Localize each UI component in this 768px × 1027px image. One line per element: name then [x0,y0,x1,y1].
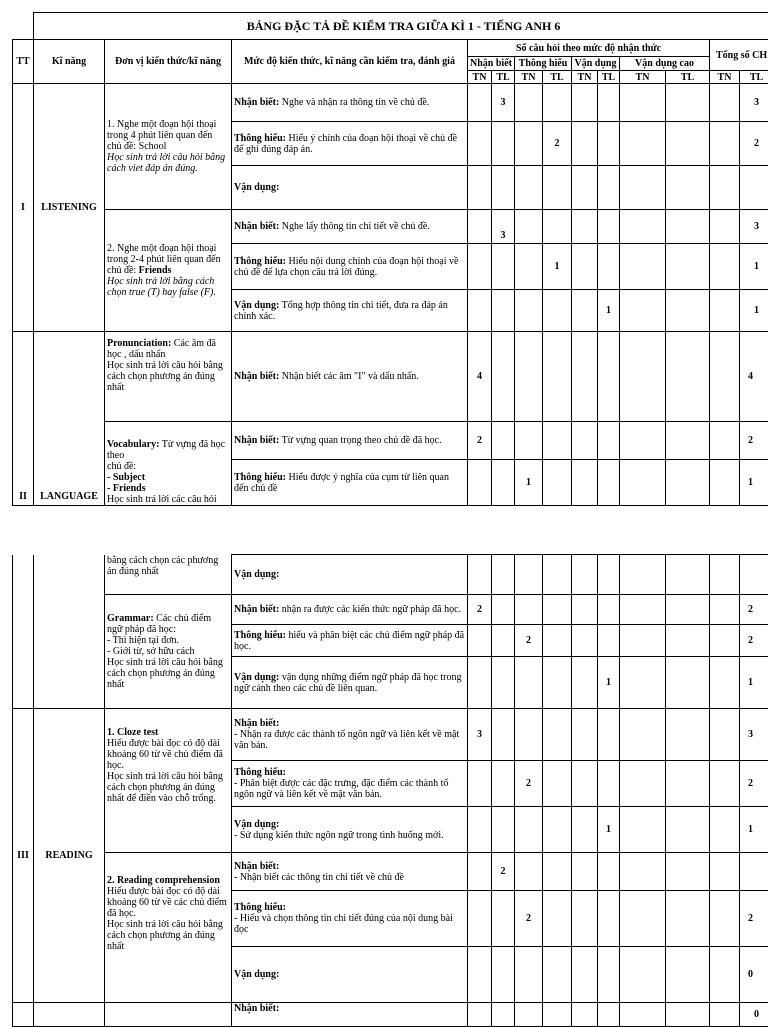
table-row [13,853,768,891]
header-tl: TL [543,71,572,84]
unit-cell: 1. Cloze test Hiểu được bài đọc có độ dài khoảng 60 từ về chủ điểm đã học. Học sinh trả lời câu hỏi bằng cách chọn phương án đúng nhất để điền vào chỗ trống. [105,709,232,853]
count: 2 [515,625,543,657]
total-count: 1 [740,807,768,853]
page-break [0,514,768,554]
section-name: LANGUAGE [34,332,105,506]
section-number: III [13,709,34,1003]
level-cell: Vận dụng: [232,947,468,1003]
table-row [13,422,768,460]
count: 1 [598,807,620,853]
level-cell: Nhận biết: nhận ra được các kiến thức ngữ pháp đã học. [232,595,468,625]
header-tl: TL [492,71,515,84]
level-cell: Nhận biết: Nhận biết các âm "I" và dấu nhấn. [232,332,468,422]
count: 3 [468,709,492,761]
level-cell: Vận dụng: [232,555,468,595]
level-cell: Nhận biết: - Nhận ra được các thành tố ngôn ngữ và liên kết về mặt văn bản. [232,709,468,761]
table-row [13,332,768,422]
count: 2 [468,422,492,460]
level-cell: Thông hiểu: - Phân biệt được các đặc trưng, đặc điểm các thành tố ngôn ngữ và liên kết về mặt văn bản. [232,761,468,807]
total-count: 1 [740,657,768,709]
unit-note: Học sinh trả lời câu hỏi bằng cách viet đáp án đúng. [107,152,225,174]
total-count: 3 [740,709,768,761]
count: 1 [515,460,543,506]
total-count: 1 [740,244,768,290]
level-cell: Nhận biết: Nghe lấy thông tin chi tiết về chủ đề. [232,210,468,244]
total-count: 2 [740,761,768,807]
level-cell: Vận dụng: vận dụng những điểm ngữ pháp đã học trong ngữ cảnh theo các chủ đề liên quan. [232,657,468,709]
level-cell: Thông hiểu: hiểu và phân biệt các chủ điểm ngữ pháp đã học. [232,625,468,657]
spec-table-page-2 [12,554,768,1027]
header-tn: TN [468,71,492,84]
count: 3 [492,210,515,244]
table-row [13,555,768,595]
total-count: 3 [740,210,768,244]
table-row [13,210,768,244]
header-vdc: Vận dụng cao [620,57,710,71]
unit-cell: Pronunciation: Các âm đã học , dấu nhấn Học sinh trả lời câu hỏi bằng cách chọn phương án đúng nhất [105,332,232,422]
level-cell: Thông hiểu: - Hiểu và chọn thông tin chi tiết đúng của nội dung bài đọc [232,891,468,947]
unit-cell: 2. Nghe một đoạn hội thoại trong 2-4 phút liên quan đến chủ đề: Friends Học sinh trả lời bằng cách chọn true (T) hay false (F). [105,210,232,332]
header-tn: TN [572,71,598,84]
section-name: READING [34,709,105,1003]
header-tl: TL [740,71,768,84]
level-cell: Nhận biết: Từ vựng quan trọng theo chủ đề đã học. [232,422,468,460]
total-count: 2 [740,595,768,625]
table-row [13,709,768,761]
header-tn: TN [620,71,666,84]
level-cell: Thông hiểu: Hiểu nội dung chính của đoạn hội thoại về chủ đề để lựa chọn câu trả lời đúng. [232,244,468,290]
total-count: 2 [740,625,768,657]
header-level: Mức độ kiến thức, kĩ năng cần kiểm tra, đánh giá [232,40,468,84]
count: 2 [515,761,543,807]
count: 2 [468,595,492,625]
unit-cell: Vocabulary: Từ vựng đã học theo chủ đề: - Subject - Friends Học sinh trả lời các câu hỏi [105,422,232,506]
section-name: LISTENING [34,84,105,332]
unit-cell: bằng cách chọn các phương án đúng nhất [105,555,232,595]
header-tl: TL [666,71,710,84]
table-row [13,84,768,122]
level-cell: Nhận biết: [232,1003,468,1027]
count: 2 [515,891,543,947]
header-skill: Kĩ năng [34,40,105,84]
total-count: 0 [740,1003,768,1027]
spec-table-page-1 [12,12,768,506]
total-count: 0 [740,947,768,1003]
section-number: II [13,332,34,506]
header-group: Số câu hỏi theo mức độ nhận thức [468,40,710,57]
unit-cell [105,84,232,210]
table-row [13,595,768,625]
level-cell: Vận dụng: [232,166,468,210]
header-nb: Nhận biết [468,57,515,71]
count: 1 [598,290,620,332]
table-row [13,1003,768,1027]
unit-cell: 2. Reading comprehension Hiểu được bài đọc có độ dài khoảng 60 từ về các chủ điểm đã học. Học sinh trả lời câu hỏi bằng cách chọn phương án đúng nhất [105,853,232,1003]
total-count: 2 [740,422,768,460]
header-th: Thông hiểu [515,57,572,71]
level-cell: Nhận biết: - Nhận biết các thông tin chi tiết về chủ đề [232,853,468,891]
header-total: Tổng số CH [710,40,768,71]
section-number: I [13,84,34,332]
page-title: BẢNG ĐẶC TẢ ĐỀ KIỂM TRA GIỮA KÌ 1 - TIẾNG ANH 6 [34,13,768,40]
count: 3 [492,84,515,122]
level-cell: Thông hiểu: Hiểu được ý nghĩa của cụm từ liên quan đến chủ đề [232,460,468,506]
unit-cell: Grammar: Các chủ điểm ngữ pháp đã học: - Thì hiện tại đơn. - Giới từ, sở hữu cách Học sinh trả lời câu hỏi bằng cách chọn phương án đúng nhất [105,595,232,709]
header-tn: TN [710,71,740,84]
count: 1 [598,657,620,709]
total-count: 2 [740,122,768,166]
header-tt: TT [13,40,34,84]
level-cell: Nhận biết: Nghe và nhận ra thông tin về chủ đề. [232,84,468,122]
count: 2 [543,122,572,166]
count: 2 [492,853,515,891]
level-cell: Vận dụng: Tổng hợp thông tin chi tiết, đưa ra đáp án chính xác. [232,290,468,332]
total-count: 1 [740,460,768,506]
count: 1 [543,244,572,290]
total-count: 3 [740,84,768,122]
level-cell: Thông hiểu: Hiểu ý chính của đoạn hội thoại về chủ đề để ghi đúng đáp án. [232,122,468,166]
header-tl: TL [598,71,620,84]
header-vd: Vận dụng [572,57,620,71]
header-unit: Đơn vị kiến thức/kĩ năng [105,40,232,84]
unit-text: 1. Nghe một đoạn hội thoại trong 4 phút liên quan đến chủ đề: School [107,119,216,152]
total-count: 1 [740,290,768,332]
total-count: 4 [740,332,768,422]
total-count: 2 [740,891,768,947]
header-tn: TN [515,71,543,84]
level-cell: Vận dụng: - Sử dụng kiến thức ngôn ngữ trong tình huống mới. [232,807,468,853]
count: 4 [468,332,492,422]
